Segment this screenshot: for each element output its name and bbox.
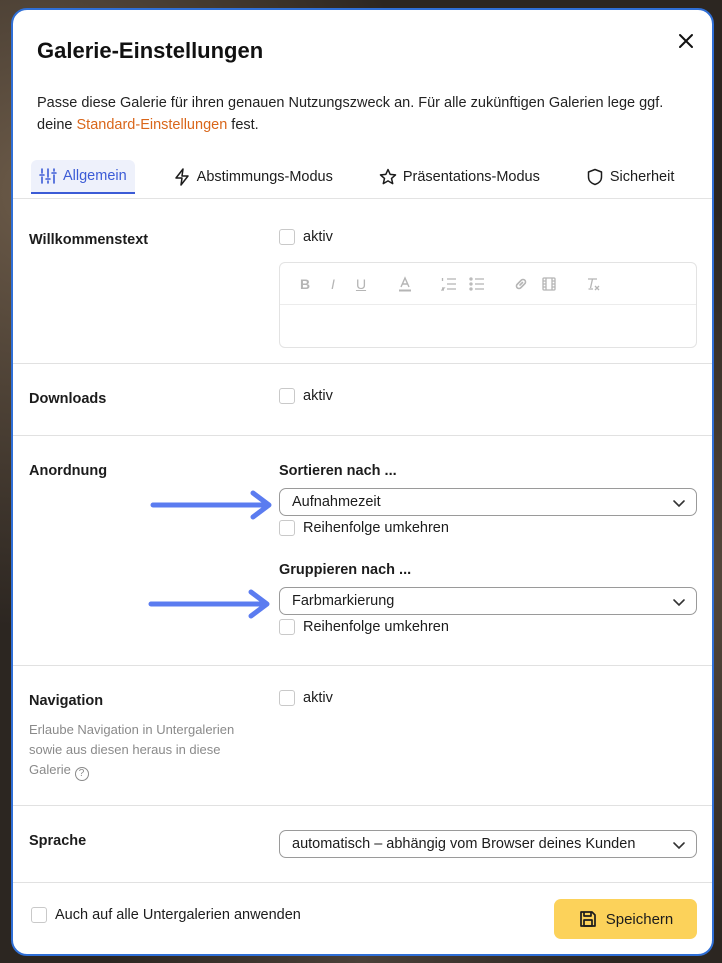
checkbox[interactable] (279, 520, 295, 536)
section-label: Sprache (29, 833, 87, 849)
star-icon (379, 168, 397, 186)
group-reverse-toggle[interactable] (279, 619, 449, 635)
sort-by-label: Sortieren nach ... (279, 463, 397, 479)
intro-text: Passe diese Galerie für ihren genauen Nutzungszweck an. Für alle zukünftigen Galerien lege ggf. deine (37, 95, 664, 133)
shield-icon (586, 168, 604, 186)
default-settings-link[interactable]: Standard-Einstellungen (76, 117, 228, 133)
checkbox-label: Auch auf alle Untergalerien anwenden (55, 907, 301, 923)
tab-allgemein[interactable] (31, 160, 135, 194)
downloads-active-toggle[interactable] (279, 388, 333, 404)
section-welcome-text (13, 199, 714, 364)
select-value: automatisch – abhängig vom Browser deines Kunden (292, 836, 636, 852)
underline-button[interactable]: U (355, 275, 367, 292)
gallery-settings-dialog (11, 8, 714, 956)
checkbox[interactable] (279, 229, 295, 245)
checkbox-label: Reihenfolge umkehren (303, 619, 449, 635)
section-label: Downloads (29, 391, 107, 407)
sort-reverse-toggle[interactable] (279, 520, 449, 536)
bold-button[interactable]: B (299, 275, 311, 292)
welcome-text-editor[interactable] (279, 262, 697, 348)
checkbox-label: aktiv (303, 229, 333, 245)
film-icon (541, 276, 557, 292)
checkbox[interactable] (279, 619, 295, 635)
bullet-list-button[interactable] (466, 273, 488, 295)
tab-praesentations-modus[interactable] (371, 160, 548, 194)
tab-sicherheit[interactable] (578, 160, 682, 194)
checkbox[interactable] (279, 690, 295, 706)
text-color-icon (398, 276, 412, 292)
checkbox-label: aktiv (303, 690, 333, 706)
sliders-icon (39, 167, 57, 185)
chevron-down-icon (672, 496, 686, 510)
select-value: Aufnahmezeit (292, 494, 381, 510)
editor-toolbar (280, 263, 696, 305)
dialog-intro (37, 92, 697, 136)
close-button[interactable] (673, 28, 699, 54)
checkbox-label: aktiv (303, 388, 333, 404)
help-text: Erlaube Navigation in Untergalerien sowie aus diesen heraus in diese Galerie (29, 722, 235, 777)
tab-label: Allgemein (63, 168, 127, 184)
navigation-help-text (29, 720, 259, 781)
close-icon (678, 33, 694, 49)
tab-label: Präsentations-Modus (402, 169, 540, 185)
intro-suffix: fest. (227, 117, 259, 133)
tab-abstimmungs-modus[interactable] (165, 160, 341, 194)
chevron-down-icon (672, 838, 686, 852)
select-value: Farbmarkierung (292, 593, 395, 609)
section-downloads (13, 364, 714, 436)
bullet-list-icon (469, 277, 485, 291)
annotation-arrow-sort (149, 490, 277, 520)
group-by-select[interactable] (279, 587, 697, 615)
tab-label: Sicherheit (609, 169, 675, 185)
link-button[interactable] (510, 273, 532, 295)
clear-format-button[interactable] (582, 273, 604, 295)
lightning-icon (173, 168, 191, 186)
dialog-title: Galerie-Einstellungen (37, 38, 264, 63)
link-icon (513, 276, 529, 292)
checkbox-label: Reihenfolge umkehren (303, 520, 449, 536)
language-select[interactable] (279, 830, 697, 858)
floppy-disk-icon (578, 909, 598, 929)
welcome-active-toggle[interactable] (279, 229, 333, 245)
section-label: Willkommenstext (29, 232, 149, 248)
settings-tabs (31, 160, 682, 198)
help-icon[interactable]: ? (75, 767, 89, 781)
section-navigation (13, 666, 714, 806)
section-label: Anordnung (29, 463, 108, 479)
chevron-down-icon (672, 595, 686, 609)
italic-button[interactable]: I (331, 275, 335, 292)
checkbox[interactable] (279, 388, 295, 404)
ordered-list-icon (441, 277, 457, 291)
save-button[interactable] (554, 899, 697, 939)
group-by-label: Gruppieren nach ... (279, 562, 412, 578)
sort-by-select[interactable] (279, 488, 697, 516)
tab-label: Abstimmungs-Modus (196, 169, 333, 185)
checkbox[interactable] (31, 907, 47, 923)
save-label: Speichern (605, 910, 674, 928)
navigation-active-toggle[interactable] (279, 690, 333, 706)
image-button[interactable] (538, 273, 560, 295)
ordered-list-button[interactable] (438, 273, 460, 295)
section-label: Navigation (29, 693, 104, 709)
section-arrangement (13, 436, 714, 666)
text-color-button[interactable] (394, 273, 416, 295)
section-language (13, 806, 714, 883)
clear-format-icon (585, 276, 601, 292)
annotation-arrow-group (147, 589, 275, 619)
apply-to-subgalleries-toggle[interactable] (31, 907, 301, 923)
